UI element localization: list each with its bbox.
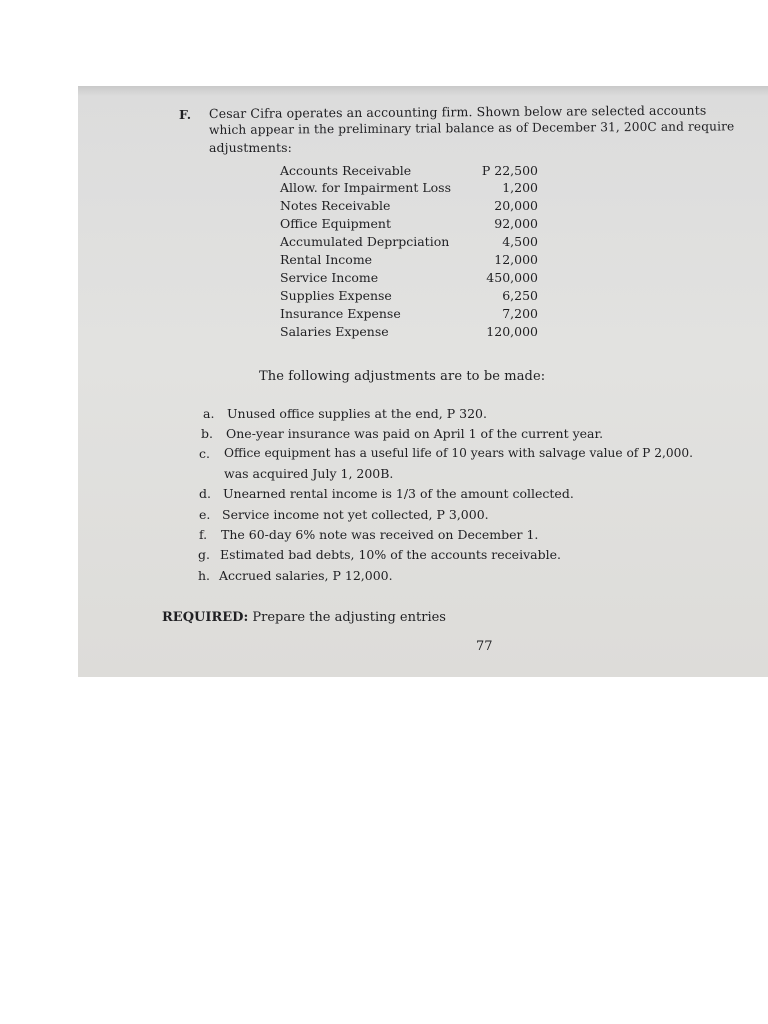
account-amount: 20,000 — [494, 198, 538, 213]
photographed-page — [78, 86, 768, 677]
adjustment-letter: a. — [203, 406, 215, 421]
adjustment-letter: e. — [199, 507, 211, 522]
adjustment-letter: b. — [201, 426, 213, 441]
adjustment-letter: f. — [199, 527, 208, 542]
required-line — [162, 610, 446, 625]
account-name: Allow. for Impairment Loss — [280, 180, 451, 195]
account-name: Salaries Expense — [280, 324, 389, 339]
adjustment-letter: c. — [199, 446, 210, 461]
account-name: Accumulated Deprpciation — [280, 234, 450, 249]
problem-label: F. — [179, 107, 192, 122]
adjustment-text-continued: was acquired July 1, 200B. — [224, 466, 394, 481]
account-amount: 6,250 — [502, 288, 538, 303]
adjustment-letter: h. — [198, 568, 211, 583]
account-name: Notes Receivable — [280, 198, 391, 213]
account-name: Service Income — [280, 270, 379, 285]
account-amount: 7,200 — [502, 306, 538, 321]
intro-line-3: adjustments: — [209, 140, 292, 155]
account-name: Accounts Receivable — [280, 163, 412, 178]
adjustments-heading: The following adjustments are to be made: — [259, 369, 546, 384]
adjustment-text: Accrued salaries, P 12,000. — [219, 568, 393, 583]
account-amount: 450,000 — [486, 270, 538, 285]
required-text: Prepare the adjusting entries — [252, 610, 446, 625]
adjustment-text: Unused office supplies at the end, P 320. — [227, 406, 487, 421]
account-amount: P 22,500 — [481, 163, 538, 178]
account-name: Insurance Expense — [280, 306, 401, 321]
adjustment-text: Estimated bad debts, 10% of the accounts receivable. — [220, 547, 561, 562]
account-name: Supplies Expense — [280, 288, 392, 303]
account-amount: 1,200 — [502, 180, 538, 195]
adjustment-letter: d. — [199, 486, 211, 501]
adjustment-text: Service income not yet collected, P 3,000. — [222, 507, 489, 522]
account-amount: 4,500 — [502, 234, 538, 249]
page-number: 77 — [476, 639, 493, 654]
account-amount: 12,000 — [494, 252, 538, 267]
account-name: Rental Income — [280, 252, 373, 267]
intro-line-2: which appear in the preliminary trial balance as of December 31, 200C and require — [208, 119, 735, 137]
required-label: REQUIRED: — [162, 610, 249, 625]
account-amount: 120,000 — [486, 324, 538, 339]
adjustment-text: Unearned rental income is 1/3 of the amount collected. — [223, 486, 574, 501]
adjustment-letter: g. — [198, 547, 210, 562]
page-top-edge — [78, 86, 768, 96]
account-amount: 92,000 — [494, 216, 538, 231]
account-name: Office Equipment — [280, 216, 391, 231]
adjustment-text: Office equipment has a useful life of 10 years with salvage value of P 2,000. — [224, 446, 694, 460]
adjustment-text: One-year insurance was paid on April 1 of the current year. — [226, 426, 604, 441]
intro-line-1: Cesar Cifra operates an accounting firm. Shown below are selected accounts — [208, 102, 707, 121]
adjustment-text: The 60-day 6% note was received on December 1. — [221, 527, 539, 542]
